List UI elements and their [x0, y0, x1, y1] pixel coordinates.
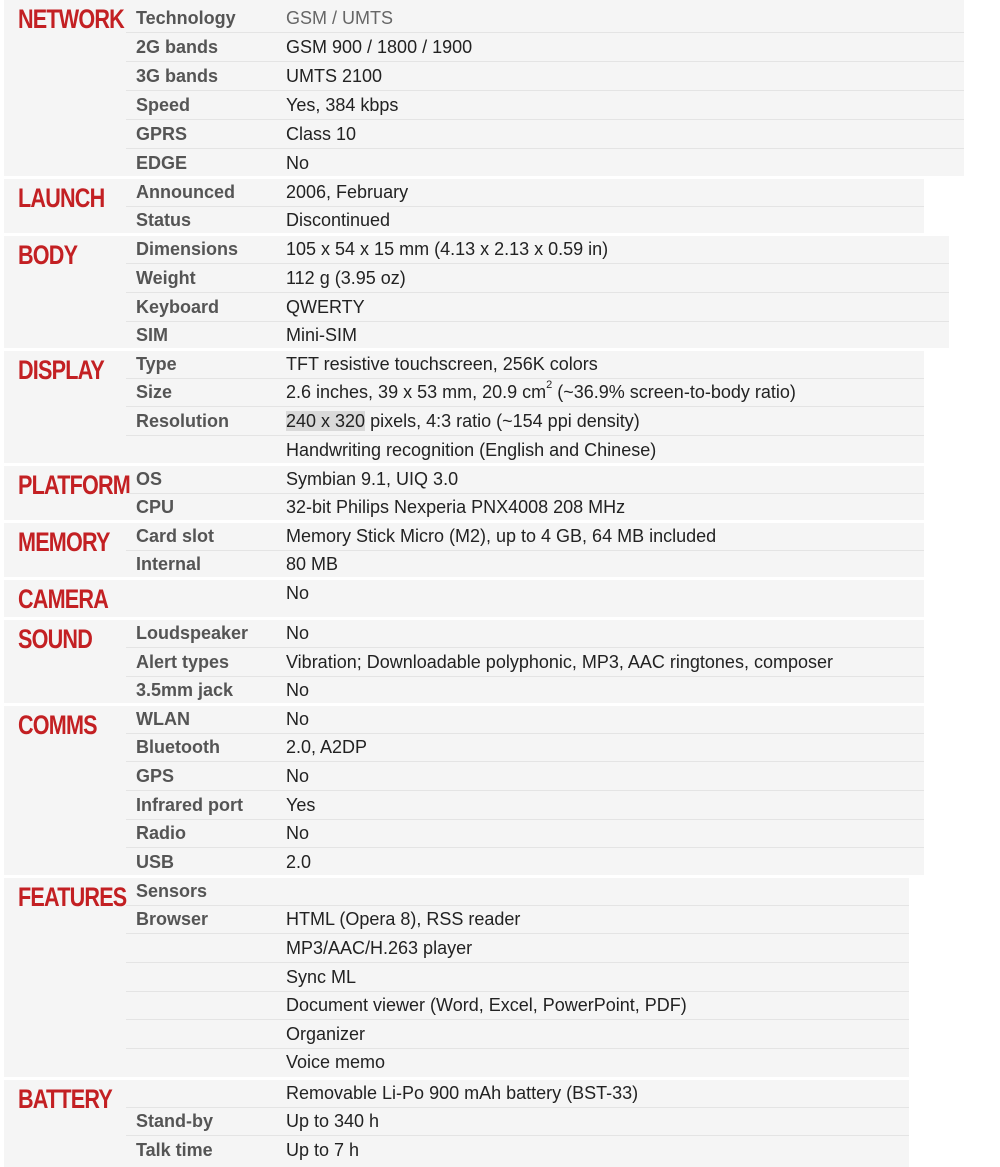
spec-label: Dimensions	[136, 239, 239, 259]
spec-value: Yes, 384 kbps	[286, 95, 399, 115]
spec-row	[126, 848, 924, 877]
spec-label: OS	[136, 469, 163, 489]
spec-value: Up to 340 h	[286, 1111, 380, 1131]
spec-label: Weight	[136, 268, 196, 288]
spec-row	[126, 1136, 909, 1165]
spec-value: Up to 7 h	[286, 1140, 360, 1160]
spec-row	[126, 733, 924, 762]
spec-label: Alert types	[136, 652, 230, 672]
section-display	[4, 351, 924, 463]
spec-row	[126, 676, 924, 705]
spec-value: No	[286, 766, 310, 786]
spec-row	[126, 378, 924, 407]
spec-row	[126, 1020, 909, 1049]
spec-value: Memory Stick Micro (M2), up to 4 GB, 64 MB included	[286, 526, 717, 546]
category-title: BODY	[18, 240, 78, 270]
section-platform	[4, 466, 924, 520]
spec-label: Announced	[136, 182, 235, 202]
spec-row	[126, 407, 924, 436]
spec-value: GSM / UMTS	[286, 8, 393, 28]
spec-value: No	[286, 583, 310, 603]
spec-value: Discontinued	[286, 210, 391, 230]
spec-label: Resolution	[136, 411, 229, 431]
section-body	[4, 236, 949, 348]
spec-row	[126, 877, 909, 906]
spec-value: Removable Li-Po 900 mAh battery (BST-33)	[286, 1083, 639, 1103]
spec-row	[126, 791, 924, 820]
spec-value: 105 x 54 x 15 mm (4.13 x 2.13 x 0.59 in)	[286, 239, 609, 259]
spec-value: Voice memo	[286, 1052, 386, 1072]
spec-value: Organizer	[286, 1024, 366, 1044]
spec-value: GSM 900 / 1800 / 1900	[286, 37, 473, 57]
spec-row	[126, 705, 924, 734]
category-title: COMMS	[18, 710, 97, 740]
spec-label: Technology	[136, 8, 236, 28]
spec-value: 32-bit Philips Nexperia PNX4008 208 MHz	[286, 497, 626, 517]
spec-value: No	[286, 709, 310, 729]
spec-row	[126, 934, 909, 963]
spec-label: Bluetooth	[136, 737, 220, 757]
spec-label: Internal	[136, 554, 202, 574]
spec-row	[126, 436, 924, 465]
spec-row	[126, 1048, 909, 1077]
spec-label: Stand-by	[136, 1111, 214, 1131]
category-title: CAMERA	[18, 584, 108, 614]
spec-label: GPRS	[136, 124, 188, 144]
spec-value: Yes	[286, 795, 316, 815]
spec-row	[126, 321, 949, 350]
spec-label: 3.5mm jack	[136, 680, 234, 700]
spec-row	[126, 62, 964, 91]
spec-value: Handwriting recognition (English and Chinese)	[286, 440, 657, 460]
spec-label: SIM	[136, 325, 169, 345]
section-memory	[4, 523, 924, 577]
spec-label: USB	[136, 852, 175, 872]
spec-row	[126, 91, 964, 120]
section-camera	[4, 580, 924, 617]
spec-row	[126, 648, 924, 677]
spec-label: Size	[136, 382, 173, 402]
spec-value: 2.0	[286, 852, 312, 872]
spec-value: No	[286, 623, 310, 643]
spec-value: 2.6 inches, 39 x 53 mm, 20.9 $cm^2$ (~36.9% screen-to-body ratio)	[286, 379, 796, 402]
section-features	[4, 878, 909, 1077]
category-title: PLATFORM	[18, 470, 130, 500]
category-title: SOUND	[18, 624, 93, 654]
spec-label: Card slot	[136, 526, 215, 546]
spec-row	[126, 178, 924, 207]
spec-value: UMTS 2100	[286, 66, 383, 86]
spec-row	[126, 963, 909, 992]
spec-row	[126, 579, 924, 608]
spec-row	[126, 905, 909, 934]
spec-label: Status	[136, 210, 192, 230]
section-comms	[4, 706, 924, 875]
section-network	[4, 0, 964, 176]
spec-row	[126, 120, 964, 149]
spec-row	[126, 235, 949, 264]
spec-value: 240 x 320 pixels, 4:3 ratio (~154 ppi density)	[286, 411, 640, 431]
spec-label: Browser	[136, 909, 209, 929]
spec-label: Speed	[136, 95, 191, 115]
section-sound	[4, 620, 924, 703]
spec-value: QWERTY	[286, 297, 365, 317]
spec-label: Type	[136, 354, 177, 374]
spec-value: Vibration; Downloadable polyphonic, MP3, AAC ringtones, composer	[286, 652, 833, 672]
spec-row	[126, 350, 924, 379]
spec-row	[126, 550, 924, 579]
spec-row	[126, 1107, 909, 1136]
spec-value: 112 g (3.95 oz)	[286, 268, 406, 288]
text-selection: 240 x 320	[286, 411, 366, 431]
spec-value: 2006, February	[286, 182, 409, 202]
spec-row	[126, 991, 909, 1020]
spec-value: HTML (Opera 8), RSS reader	[286, 909, 521, 929]
section-launch	[4, 179, 924, 233]
category-title: BATTERY	[18, 1084, 112, 1114]
spec-row	[126, 619, 924, 648]
spec-value: MP3/AAC/H.263 player	[286, 938, 473, 958]
spec-label: Sensors	[136, 881, 208, 901]
spec-row	[126, 493, 924, 522]
spec-row	[126, 206, 924, 235]
spec-row	[126, 293, 949, 322]
spec-value: 80 MB	[286, 554, 339, 574]
spec-label: Talk time	[136, 1140, 213, 1160]
spec-value: No	[286, 823, 310, 843]
spec-label: 2G bands	[136, 37, 219, 57]
spec-value: 2.0, A2DP	[286, 737, 368, 757]
spec-value: Mini-SIM	[286, 325, 357, 345]
spec-row	[126, 819, 924, 848]
spec-label: Loudspeaker	[136, 623, 249, 643]
spec-label: Keyboard	[136, 297, 220, 317]
spec-row	[126, 4, 964, 33]
spec-row	[126, 1079, 909, 1108]
category-title: FEATURES	[18, 882, 127, 912]
spec-value: Class 10	[286, 124, 357, 144]
spec-value: No	[286, 680, 310, 700]
spec-row	[126, 465, 924, 494]
spec-row	[126, 762, 924, 791]
spec-row	[126, 522, 924, 551]
spec-label: 3G bands	[136, 66, 219, 86]
spec-value: No	[286, 153, 310, 173]
category-title: LAUNCH	[18, 183, 105, 213]
category-title: NETWORK	[18, 4, 124, 34]
spec-label: CPU	[136, 497, 175, 517]
category-title: DISPLAY	[18, 355, 105, 385]
category-title: MEMORY	[18, 527, 110, 557]
spec-value: Sync ML	[286, 967, 357, 987]
spec-row	[126, 149, 964, 178]
spec-value: Symbian 9.1, UIQ 3.0	[286, 469, 459, 489]
section-battery	[4, 1080, 909, 1167]
spec-label: EDGE	[136, 153, 188, 173]
spec-label: WLAN	[136, 709, 190, 729]
spec-label: Radio	[136, 823, 187, 843]
spec-value: TFT resistive touchscreen, 256K colors	[286, 354, 598, 374]
spec-row	[126, 264, 949, 293]
spec-row	[126, 33, 964, 62]
spec-value: Document viewer (Word, Excel, PowerPoint, PDF)	[286, 995, 687, 1015]
spec-label: Infrared port	[136, 795, 244, 815]
spec-label: GPS	[136, 766, 175, 786]
